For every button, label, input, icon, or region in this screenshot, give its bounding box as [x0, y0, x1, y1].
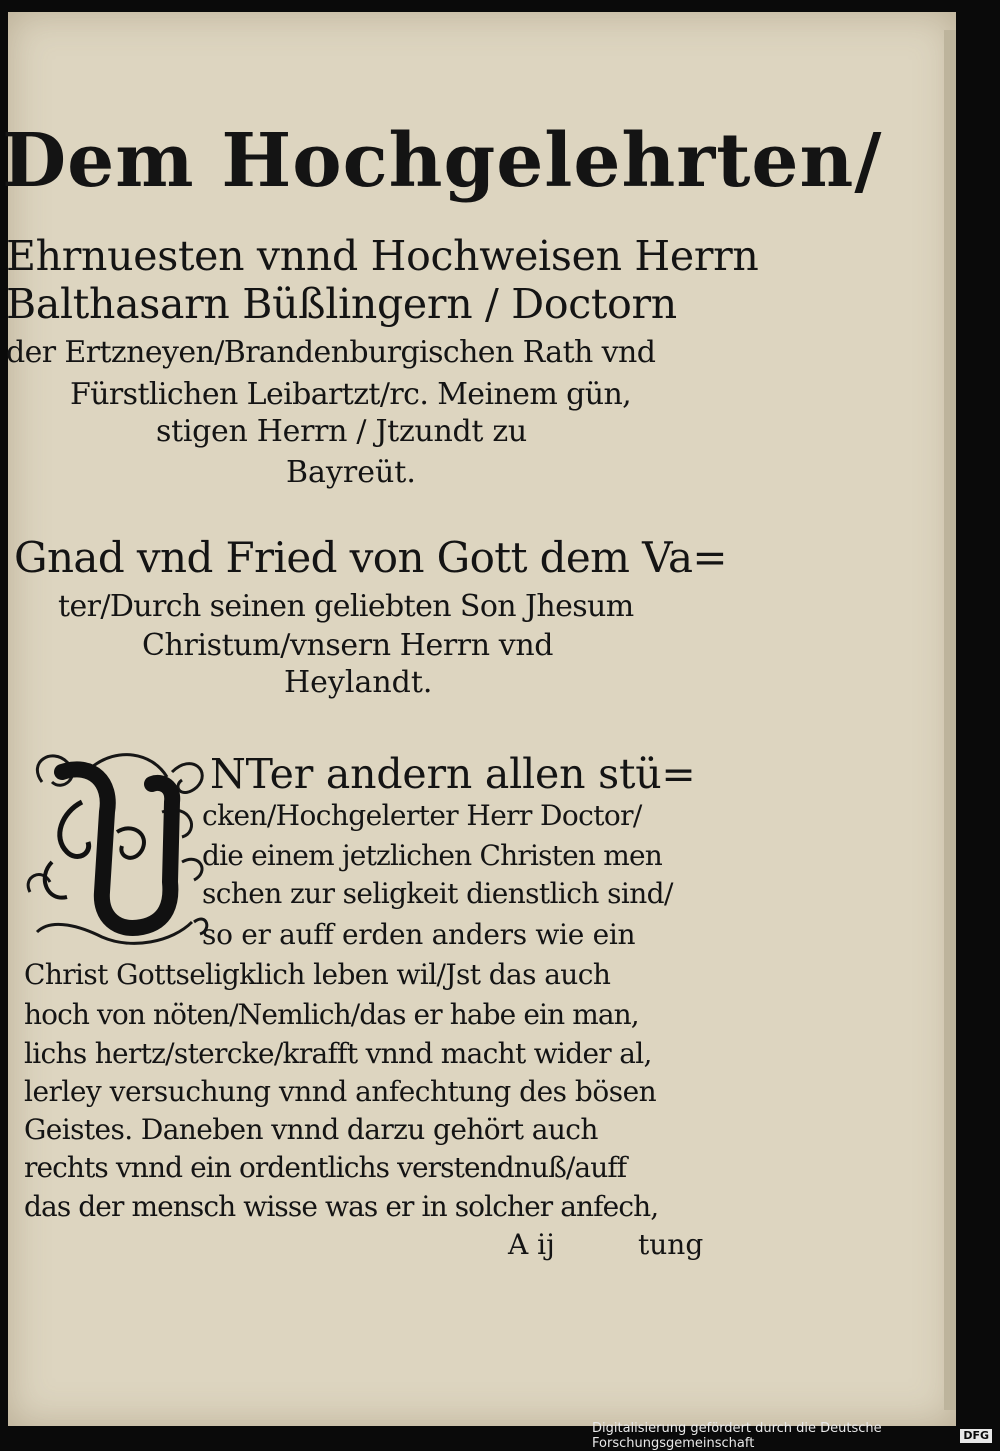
body-line: schen zur seligkeit dienstlich sind/ [202, 877, 673, 910]
catchword: tung [638, 1228, 704, 1261]
page-edge [944, 30, 956, 1410]
body-line: lerley versuchung vnnd anfechtung des bösen [24, 1075, 657, 1108]
address-line: Fürstlichen Leibartzt/rc. Meinem gün, [70, 377, 632, 412]
dedication-heading: Dem Hochgelehrten/ [2, 118, 883, 204]
body-line: NTer andern allen stü= [210, 750, 696, 798]
address-line: Bayreüt. [286, 455, 416, 490]
greeting-line: Heylandt. [284, 665, 433, 700]
decorated-initial-u-icon [22, 742, 214, 950]
dfg-logo: DFG [960, 1429, 992, 1443]
signature-mark: A ij [508, 1228, 555, 1261]
body-line: lichs hertz/stercke/krafft vnnd macht wider al, [24, 1037, 652, 1070]
greeting-line: ter/Durch seinen geliebten Son Jhesum [58, 589, 634, 624]
body-line: rechts vnnd ein ordentlichs verstendnuß/auff [24, 1151, 627, 1184]
address-line: Ehrnuesten vnnd Hochweisen Herrn [6, 232, 759, 280]
body-line: Christ Gottseligklich leben wil/Jst das auch [24, 958, 611, 991]
body-line: cken/Hochgelerter Herr Doctor/ [202, 799, 642, 832]
address-line: Balthasarn Büßlingern / Doctorn [6, 280, 677, 328]
funding-footer [592, 1421, 992, 1451]
body-line: so er auff erden anders wie ein [202, 918, 636, 951]
address-line: stigen Herrn / Jtzundt zu [156, 414, 527, 449]
body-line: hoch von nöten/Nemlich/das er habe ein man, [24, 998, 639, 1031]
body-line: das der mensch wisse was er in solcher anfech, [24, 1190, 659, 1223]
funding-text: Digitalisierung gefördert durch die Deutsche Forschungsgemeinschaft [592, 1421, 882, 1451]
greeting-line: Christum/vnsern Herrn vnd [142, 628, 554, 663]
body-line: Geistes. Daneben vnnd darzu gehört auch [24, 1113, 598, 1146]
greeting-line: Gnad vnd Fried von Gott dem Va= [14, 533, 728, 582]
address-line: der Ertzneyen/Brandenburgischen Rath vnd [6, 335, 656, 370]
body-line: die einem jetzlichen Christen men [202, 839, 662, 872]
